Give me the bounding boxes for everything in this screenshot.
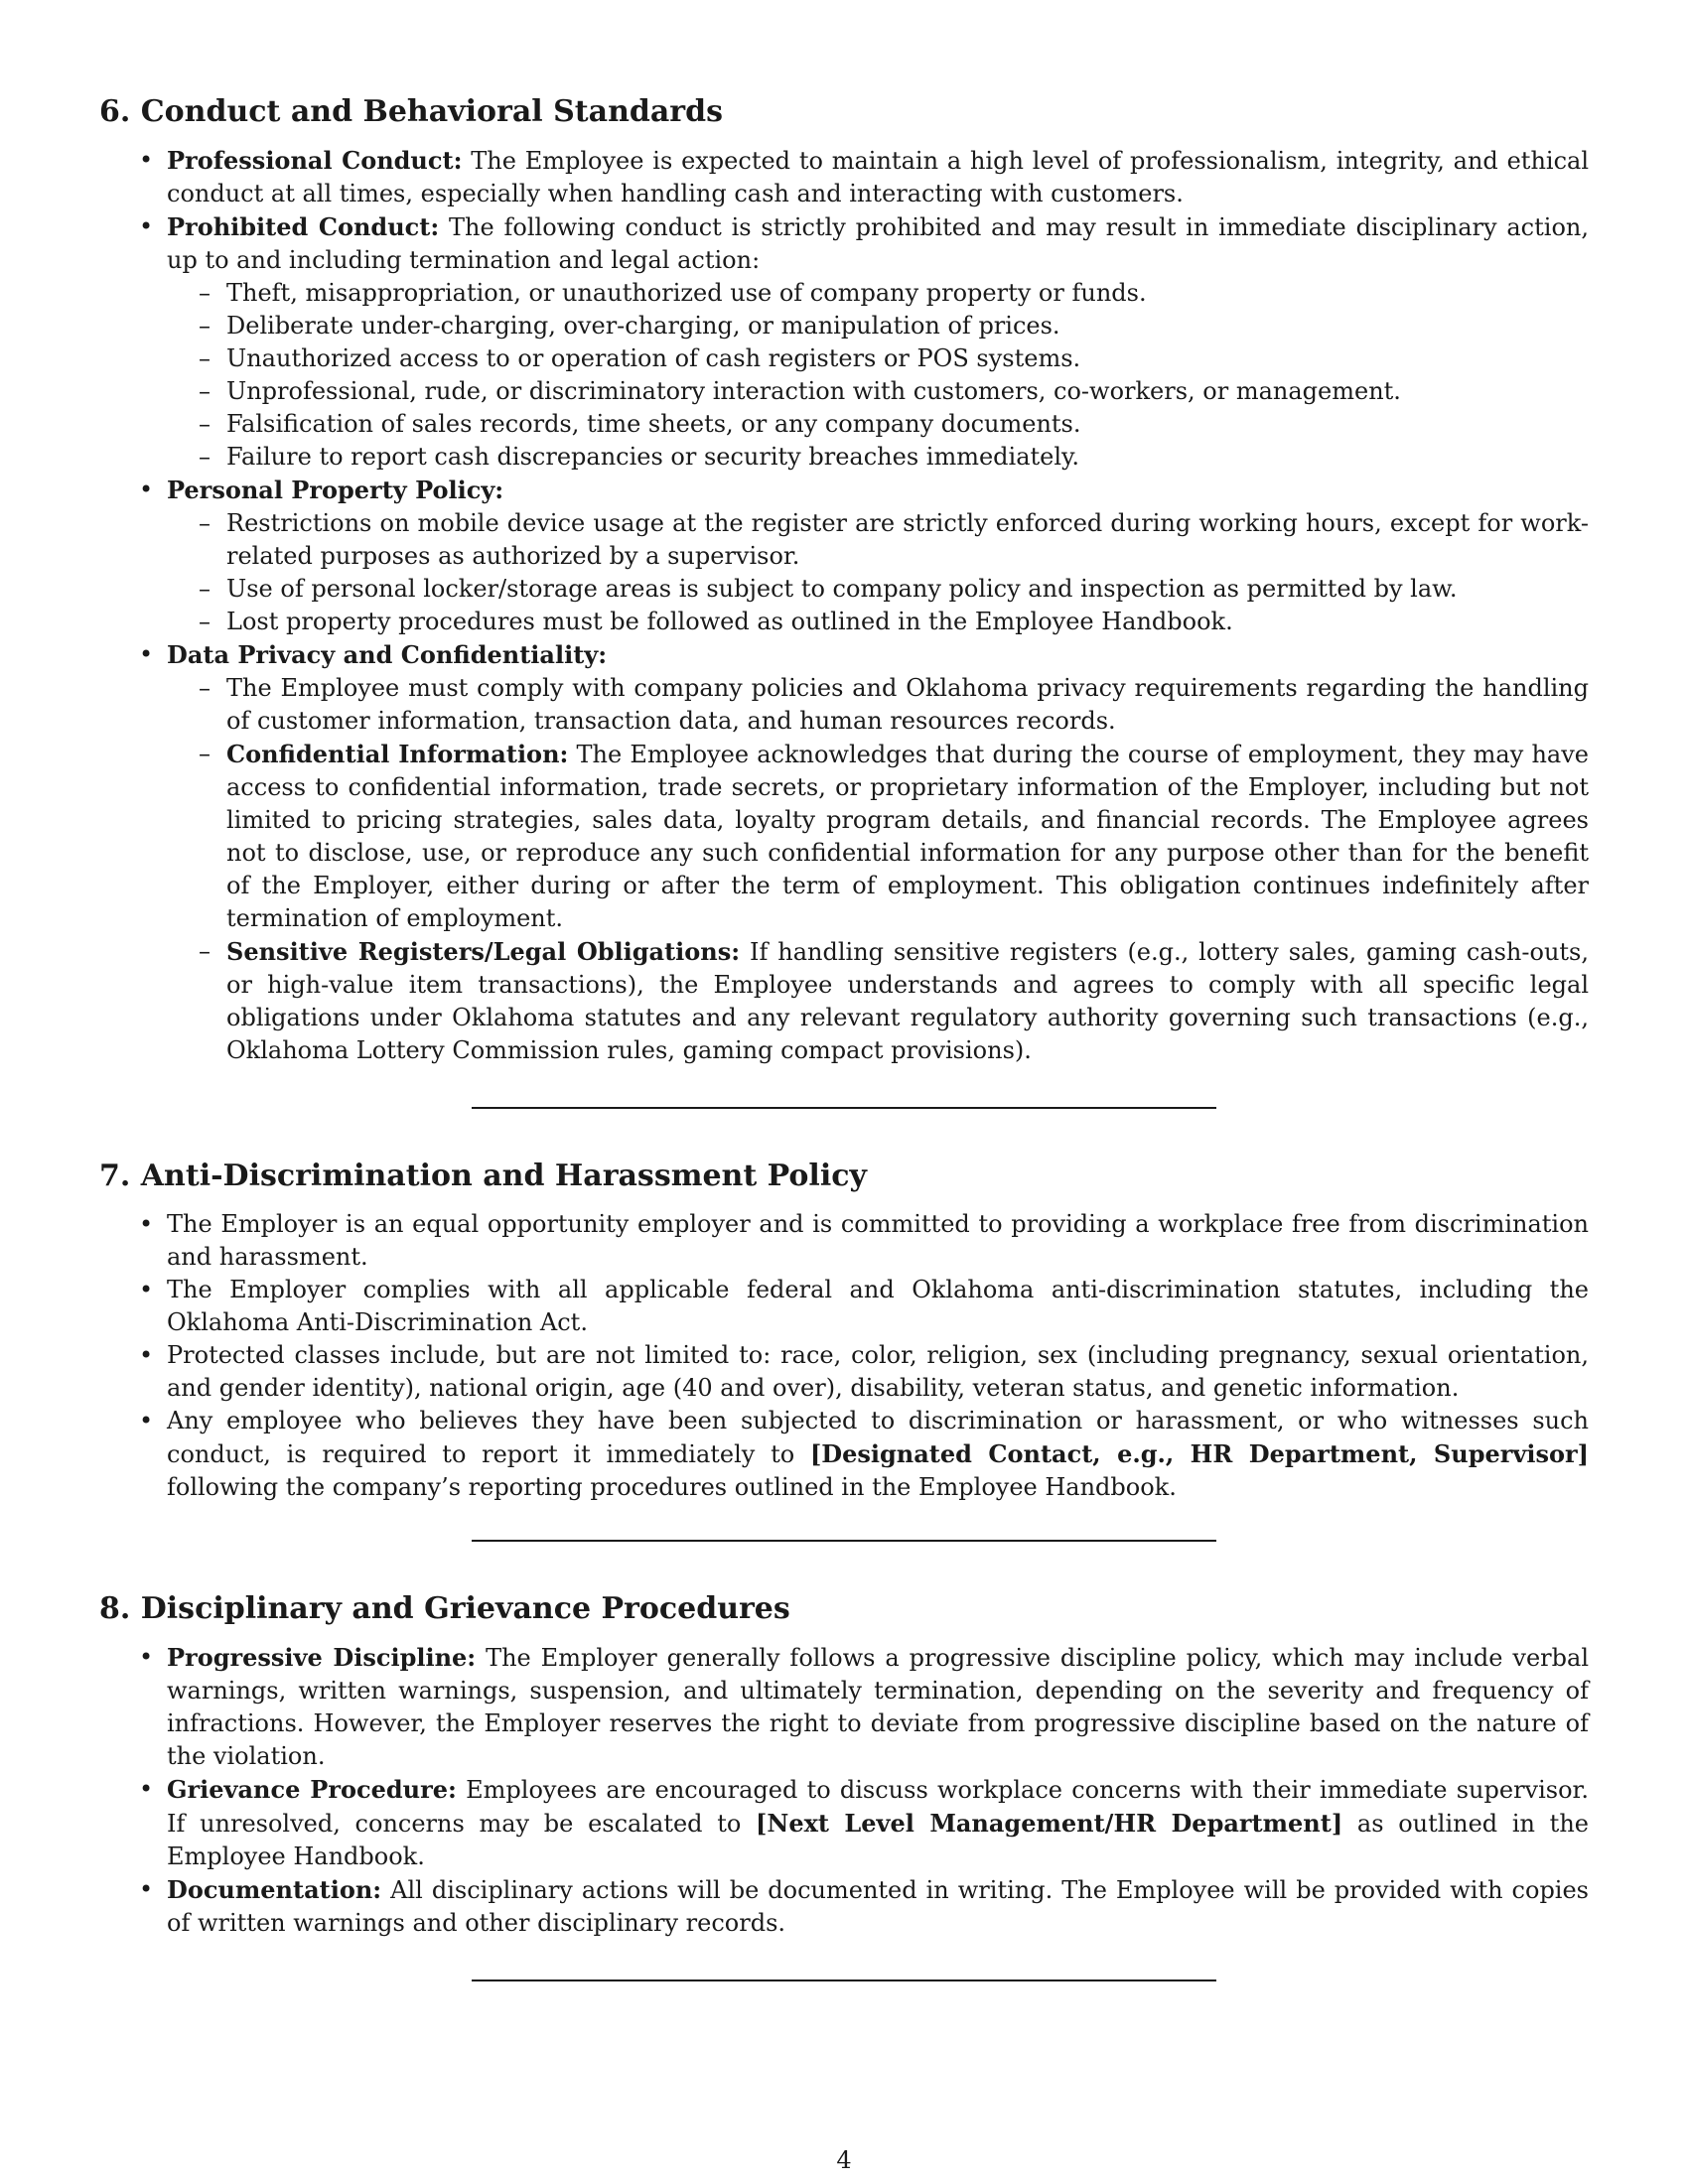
- list-item: • The Employer is an equal opportunity employer and is committed to providing a workplace free from discrimination and harassment.: [167, 1208, 1589, 1274]
- section-8-title: 8. Disciplinary and Grievance Procedures: [99, 1591, 790, 1626]
- document-page: [99, 94, 1589, 1981]
- confidential-information-text: The Employee acknowledges that during the course of employment, they may have access to confidential information, trade secrets, or proprietary information of the Employer, including but not limited to pricing strategies, sales data, loyalty program details, and financial records. The Employee agrees not to disclose, use, or reproduce any such confidential information for any purpose other than for the benefit of the Employer, either during or after the term of employment. This obligation continues indefinitely after termination of employment.: [226, 741, 1589, 932]
- list-item: – The Employee must comply with company policies and Oklahoma privacy requirements regarding the handling of customer information, transaction data, and human resources records.: [226, 672, 1589, 738]
- list-item: – Falsification of sales records, time sheets, or any company documents.: [226, 408, 1589, 441]
- section-7: [99, 1159, 1589, 1504]
- prohibited-conduct-text: The following conduct is strictly prohibited and may result in immediate disciplinary action, up to and including termination and legal action:: [167, 213, 1589, 274]
- list-item-personal-property: [167, 474, 1589, 638]
- list-item-prohibited-conduct: [167, 210, 1589, 474]
- section-6: [99, 94, 1589, 1067]
- data-privacy-label: Data Privacy and Confidentiality:: [167, 640, 608, 669]
- designated-contact-placeholder: [Designated Contact, e.g., HR Department, Supervisor]: [809, 1439, 1589, 1468]
- data-privacy-sublist: [167, 672, 1589, 1067]
- documentation-text: All disciplinary actions will be documented in writing. The Employee will be provided with copies of written warnings and other disciplinary records.: [167, 1876, 1589, 1937]
- progressive-discipline-text: The Employer generally follows a progressive discipline policy, which may include verbal warnings, written warnings, suspension, and ultimately termination, depending on the severity and frequency of infractions. However, the Employer reserves the right to deviate from progressive discipline based on the nature of the violation.: [167, 1644, 1589, 1770]
- next-level-placeholder: [Next Level Management/HR Department]: [756, 1809, 1343, 1838]
- personal-property-sublist: [167, 507, 1589, 638]
- sensitive-registers-text: If handling sensitive registers (e.g., lottery sales, gaming cash-outs, or high-value item transactions), the Employee understands and agrees to comply with all specific legal obligations under Oklahoma statutes and any relevant regulatory authority governing such transactions (e.g., Oklahoma Lottery Commission rules, gaming compact provisions).: [226, 938, 1589, 1064]
- list-item: – Unprofessional, rude, or discriminatory interaction with customers, co-workers, or management.: [226, 375, 1589, 408]
- list-item: – Use of personal locker/storage areas is subject to company policy and inspection as permitted by law.: [226, 573, 1589, 606]
- confidential-information-label: Confidential Information:: [226, 740, 569, 768]
- section-7-title: 7. Anti-Discrimination and Harassment Policy: [99, 1159, 867, 1193]
- list-item: • Protected classes include, but are not limited to: race, color, religion, sex (including pregnancy, sexual orientation, and gender identity), national origin, age (40 and over), disability, veteran status, and genetic information.: [167, 1339, 1589, 1405]
- report-text-post: following the company’s reporting procedures outlined in the Employee Handbook.: [167, 1473, 1177, 1501]
- professional-conduct-text: The Employee is expected to maintain a high level of professionalism, integrity, and ethical conduct at all times, especially when handling cash and interacting with customers.: [167, 147, 1590, 207]
- list-item-confidential-information: [226, 738, 1589, 935]
- list-item-professional-conduct: [167, 144, 1589, 210]
- list-item: • The Employer complies with all applicable federal and Oklahoma anti-discrimination statutes, including the Oklahoma Anti-Discrimination Act.: [167, 1274, 1589, 1339]
- page-number: 4: [836, 2146, 852, 2174]
- section-divider: [472, 1540, 1216, 1542]
- list-item-documentation: [167, 1873, 1589, 1940]
- documentation-label: Documentation:: [167, 1875, 382, 1904]
- list-item: – Lost property procedures must be followed as outlined in the Employee Handbook.: [226, 606, 1589, 638]
- section-6-list: [99, 144, 1589, 1067]
- section-divider: [472, 1979, 1216, 1981]
- professional-conduct-label: Professional Conduct:: [167, 146, 463, 175]
- list-item: – Restrictions on mobile device usage at the register are strictly enforced during working hours, except for work-related purposes as authorized by a supervisor.: [226, 507, 1589, 573]
- section-divider: [472, 1107, 1216, 1109]
- report-text-pre: Any employee who believes they have been subjected to discrimination or harassment, or who witnesses such conduct, is required to report it immediately to: [167, 1407, 1589, 1468]
- list-item-sensitive-registers: [226, 935, 1589, 1067]
- list-item-data-privacy: [167, 638, 1589, 1067]
- list-item: – Failure to report cash discrepancies or security breaches immediately.: [226, 441, 1589, 474]
- list-item-report-discrimination: [167, 1405, 1589, 1504]
- grievance-text-pre: Employees are encouraged to discuss workplace concerns with their immediate supervisor. If unresolved, concerns may be escalated to: [167, 1776, 1590, 1838]
- list-item: – Deliberate under-charging, over-charging, or manipulation of prices.: [226, 310, 1589, 342]
- section-8: [99, 1591, 1589, 1940]
- list-item: – Unauthorized access to or operation of cash registers or POS systems.: [226, 342, 1589, 375]
- grievance-text-post: as outlined in the Employee Handbook.: [167, 1810, 1589, 1870]
- prohibited-conduct-label: Prohibited Conduct:: [167, 212, 440, 241]
- sensitive-registers-label: Sensitive Registers/Legal Obligations:: [226, 937, 741, 966]
- list-item-grievance-procedure: [167, 1773, 1589, 1873]
- grievance-procedure-label: Grievance Procedure:: [167, 1775, 457, 1804]
- progressive-discipline-label: Progressive Discipline:: [167, 1643, 477, 1672]
- section-6-title: 6. Conduct and Behavioral Standards: [99, 94, 723, 129]
- section-7-list: [99, 1208, 1589, 1504]
- section-8-list: [99, 1641, 1589, 1940]
- list-item-progressive-discipline: [167, 1641, 1589, 1773]
- prohibited-conduct-sublist: [167, 277, 1589, 474]
- list-item: – Theft, misappropriation, or unauthorized use of company property or funds.: [226, 277, 1589, 310]
- personal-property-label: Personal Property Policy:: [167, 476, 504, 504]
